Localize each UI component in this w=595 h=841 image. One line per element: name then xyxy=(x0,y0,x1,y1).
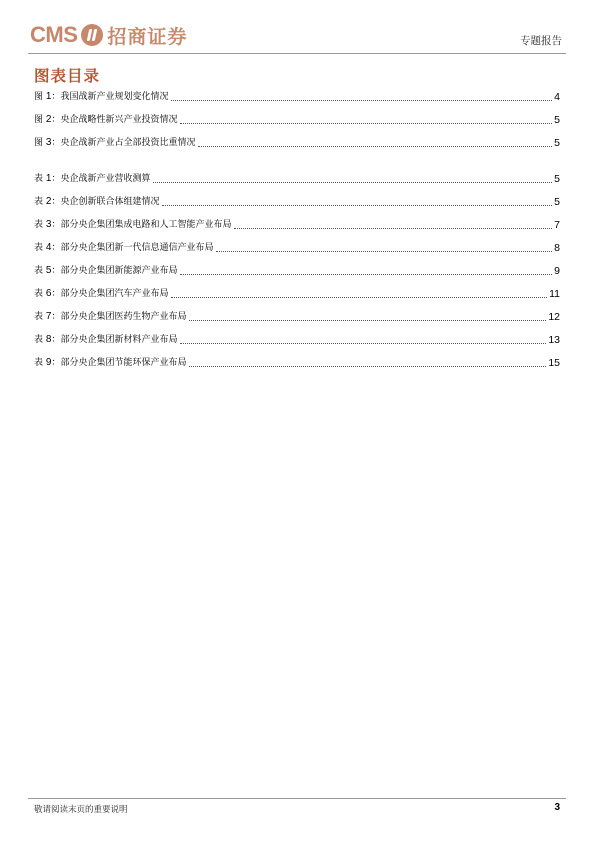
entry-page-number: 11 xyxy=(549,288,560,300)
entry-number: 4 xyxy=(45,242,52,253)
dot-leader xyxy=(180,273,552,275)
toc-entry-table-8[interactable] xyxy=(34,333,560,347)
report-type-label: 专题报告 xyxy=(520,35,562,47)
toc-entry-table-2[interactable] xyxy=(34,195,560,209)
entry-page-number: 13 xyxy=(548,334,560,346)
toc-heading: 图表目录 xyxy=(34,67,101,85)
entry-page-number: 15 xyxy=(548,357,560,369)
entry-prefix: 图 xyxy=(34,138,44,148)
entry-prefix: 表 xyxy=(34,358,44,368)
toc-entry-table-3[interactable] xyxy=(34,218,560,232)
entry-title: 央企创新联合体组建情况 xyxy=(60,197,160,207)
entry-separator: ： xyxy=(51,197,61,207)
footer-divider xyxy=(28,798,566,799)
entry-separator: ： xyxy=(51,289,61,299)
entry-title: 部分央企集团新一代信息通信产业布局 xyxy=(60,243,214,253)
entry-separator: ： xyxy=(51,243,61,253)
entry-title: 部分央企集团集成电路和人工智能产业布局 xyxy=(60,220,232,230)
toc-entry-table-9[interactable] xyxy=(34,356,560,370)
entry-separator: ： xyxy=(51,138,61,148)
dot-leader xyxy=(189,365,546,367)
dot-leader xyxy=(189,319,546,321)
entry-prefix: 表 xyxy=(34,266,44,276)
entry-number: 3 xyxy=(45,137,52,148)
logo-chinese-text: 招商证券 xyxy=(107,25,188,48)
entry-prefix: 表 xyxy=(34,312,44,322)
entry-separator: ： xyxy=(51,335,61,345)
entry-number: 5 xyxy=(45,265,52,276)
entry-separator: ： xyxy=(51,92,61,102)
toc-entry-table-6[interactable] xyxy=(34,287,560,301)
entry-page-number: 5 xyxy=(554,173,560,185)
entry-page-number: 4 xyxy=(554,91,560,103)
toc-entry-figure-2[interactable] xyxy=(34,113,560,127)
entry-number: 6 xyxy=(45,288,52,299)
entry-title: 央企战略性新兴产业投资情况 xyxy=(60,115,178,125)
entry-title: 部分央企集团医药生物产业布局 xyxy=(60,312,187,322)
entry-separator: ： xyxy=(51,174,61,184)
toc-entry-figure-1[interactable] xyxy=(34,90,560,104)
header-divider xyxy=(28,53,566,54)
toc-entry-table-5[interactable] xyxy=(34,264,560,278)
entry-title: 部分央企集团新材料产业布局 xyxy=(60,335,178,345)
disclaimer-note: 敬请阅读末页的重要说明 xyxy=(34,805,128,815)
dot-leader xyxy=(162,204,552,206)
dot-leader xyxy=(180,342,546,344)
entry-page-number: 5 xyxy=(554,196,560,208)
dot-leader xyxy=(198,145,552,147)
toc-entry-table-1[interactable] xyxy=(34,172,560,186)
entry-page-number: 5 xyxy=(554,114,560,126)
toc-entry-figure-3[interactable] xyxy=(34,136,560,150)
entry-prefix: 图 xyxy=(34,92,44,102)
entry-number: 3 xyxy=(45,219,52,230)
entry-prefix: 表 xyxy=(34,289,44,299)
entry-page-number: 9 xyxy=(554,265,560,277)
entry-number: 1 xyxy=(45,91,52,102)
entry-prefix: 图 xyxy=(34,115,44,125)
entry-separator: ： xyxy=(51,312,61,322)
entry-title: 部分央企集团节能环保产业布局 xyxy=(60,358,187,368)
dot-leader xyxy=(171,99,552,101)
entry-number: 1 xyxy=(45,173,52,184)
entry-number: 2 xyxy=(45,114,52,125)
entry-title: 部分央企集团新能源产业布局 xyxy=(60,266,178,276)
entry-title: 我国战新产业规划变化情况 xyxy=(60,92,169,102)
entry-prefix: 表 xyxy=(34,220,44,230)
toc-entry-table-7[interactable] xyxy=(34,310,560,324)
company-logo xyxy=(30,20,187,50)
entry-number: 8 xyxy=(45,334,52,345)
page-header xyxy=(28,17,566,53)
entry-page-number: 7 xyxy=(554,219,560,231)
entry-separator: ： xyxy=(51,115,61,125)
entry-prefix: 表 xyxy=(34,335,44,345)
entry-separator: ： xyxy=(51,358,61,368)
dot-leader xyxy=(180,122,552,124)
entry-title: 央企战新产业营收测算 xyxy=(60,174,151,184)
entry-number: 2 xyxy=(45,196,52,207)
entry-title: 部分央企集团汽车产业布局 xyxy=(60,289,169,299)
entry-separator: ： xyxy=(51,266,61,276)
entry-page-number: 5 xyxy=(554,137,560,149)
logo-badge-icon xyxy=(81,24,103,46)
logo-latin-text: CMS xyxy=(30,22,78,47)
dot-leader xyxy=(171,296,547,298)
dot-leader xyxy=(234,227,552,229)
entry-prefix: 表 xyxy=(34,197,44,207)
entry-number: 7 xyxy=(45,311,52,322)
entry-title: 央企战新产业占全部投资比重情况 xyxy=(60,138,196,148)
dot-leader xyxy=(216,250,552,252)
entry-prefix: 表 xyxy=(34,174,44,184)
entry-page-number: 12 xyxy=(548,311,560,323)
dot-leader xyxy=(153,181,552,183)
page-number: 3 xyxy=(554,802,560,813)
entry-number: 9 xyxy=(45,357,52,368)
entry-separator: ： xyxy=(51,220,61,230)
entry-prefix: 表 xyxy=(34,243,44,253)
entry-page-number: 8 xyxy=(554,242,560,254)
toc-entry-table-4[interactable] xyxy=(34,241,560,255)
